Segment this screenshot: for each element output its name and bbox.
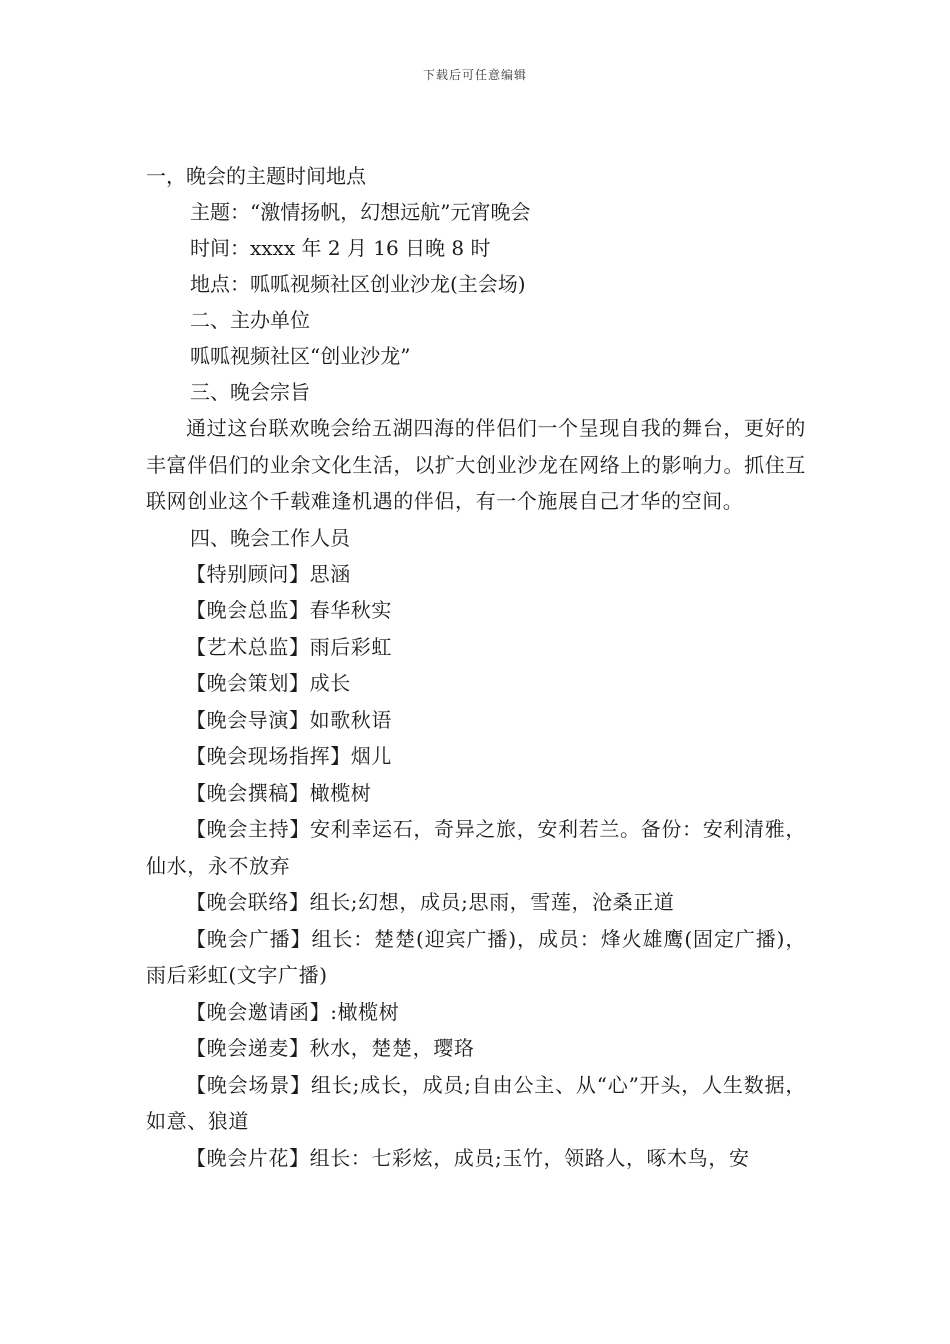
staff-item: 【晚会总监】春华秋实 bbox=[186, 598, 392, 622]
document-body bbox=[146, 158, 806, 1176]
purpose-paragraph: 通过这台联欢晚会给五湖四海的伴侣们一个呈现自我的舞台，更好的丰富伴侣们的业余文化生活，以扩大创业沙龙在网络上的影响力。抓住互联网创业这个千载难逢机遇的伴侣，有一个施展自己才华的空间。 bbox=[146, 416, 806, 513]
staff-item: 【晚会导演】如歌秋语 bbox=[186, 707, 392, 732]
staff-item: 【晚会递麦】秋水，楚楚，璎珞 bbox=[186, 1036, 475, 1060]
time-line: 时间：xxxx 年 2 月 16 日晚 8 时 bbox=[190, 236, 491, 260]
section-heading-1: 一，晚会的主题时间地点 bbox=[146, 164, 366, 188]
staff-item: 【晚会片花】组长：七彩炫，成员;玉竹，领路人，啄木鸟，安 bbox=[186, 1145, 750, 1170]
staff-item: 【晚会主持】安利幸运石，奇异之旅，安利若兰。备份：安利清雅，仙水，永不放弃 bbox=[146, 817, 806, 878]
organizer-line: 呱呱视频社区“创业沙龙” bbox=[190, 344, 411, 368]
staff-item: 【晚会场景】组长;成长，成员;自由公主、从“心”开头，人生数据，如意、狼道 bbox=[146, 1072, 806, 1133]
staff-item: 【晚会广播】组长：楚楚(迎宾广播)，成员：烽火雄鹰(固定广播)，雨后彩虹(文字广播) bbox=[146, 926, 806, 987]
section-heading-4: 四、晚会工作人员 bbox=[190, 525, 350, 550]
staff-item: 【特别顾问】思涵 bbox=[186, 561, 351, 586]
header-note: 下载后可任意编辑 bbox=[422, 68, 527, 82]
staff-item: 【晚会现场指挥】烟儿 bbox=[186, 744, 392, 768]
staff-item: 【晚会联络】组长;幻想，成员;思雨，雪莲，沧桑正道 bbox=[186, 890, 675, 914]
place-line: 地点：呱呱视频社区创业沙龙(主会场) bbox=[190, 272, 526, 296]
staff-item: 【晚会撰稿】橄榄树 bbox=[186, 780, 372, 805]
section-heading-3: 三、晚会宗旨 bbox=[190, 380, 310, 404]
staff-item: 【艺术总监】雨后彩虹 bbox=[186, 634, 392, 659]
staff-item: 【晚会策划】成长 bbox=[186, 671, 351, 695]
staff-item: 【晚会邀请函】:橄榄树 bbox=[186, 999, 400, 1024]
theme-line: 主题：“激情扬帆，幻想远航”元宵晚会 bbox=[190, 200, 531, 224]
section-heading-2: 二、主办单位 bbox=[190, 308, 310, 332]
